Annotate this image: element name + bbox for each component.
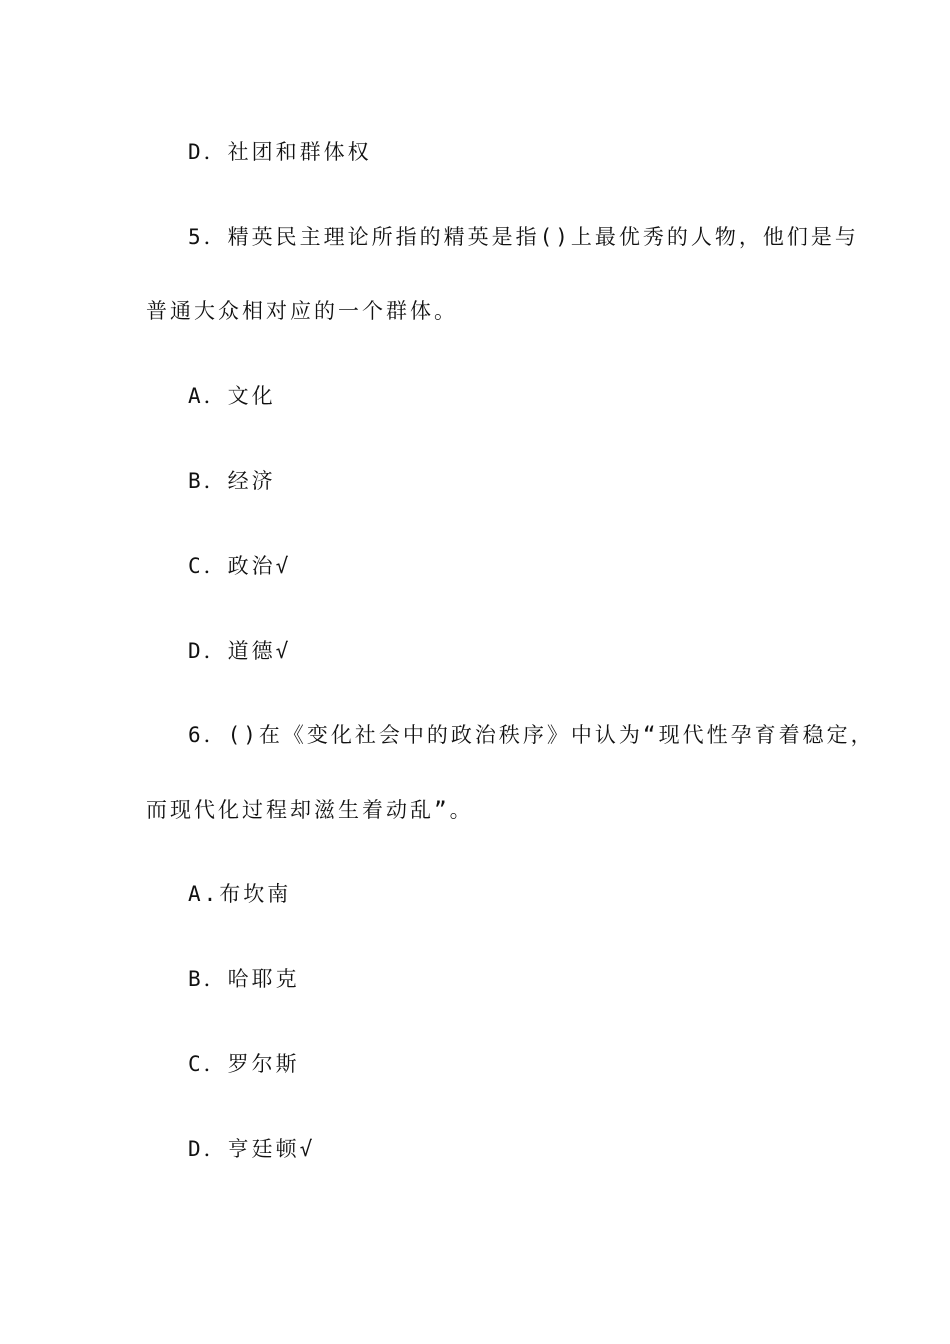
option-q5-a: A．文化 [188,384,276,408]
option-q4-d: D．社团和群体权 [188,140,372,164]
option-q6-a: A.布坎南 [188,882,292,906]
question-5-line-1: 5．精英民主理论所指的精英是指()上最优秀的人物，他们是与 [188,225,859,249]
question-5-line-2: 普通大众相对应的一个群体。 [146,299,458,323]
option-q6-d: D．亨廷顿√ [188,1137,316,1161]
question-6-line-1: 6．()在《变化社会中的政治秩序》中认为“现代性孕育着稳定， [188,723,875,747]
option-q5-b: B．经济 [188,469,276,493]
question-6-line-2: 而现代化过程却滋生着动乱”。 [146,798,474,822]
option-q5-d: D．道德√ [188,639,292,663]
option-q6-c: C．罗尔斯 [188,1052,300,1076]
option-q5-c: C．政治√ [188,554,292,578]
option-q6-b: B．哈耶克 [188,967,300,991]
